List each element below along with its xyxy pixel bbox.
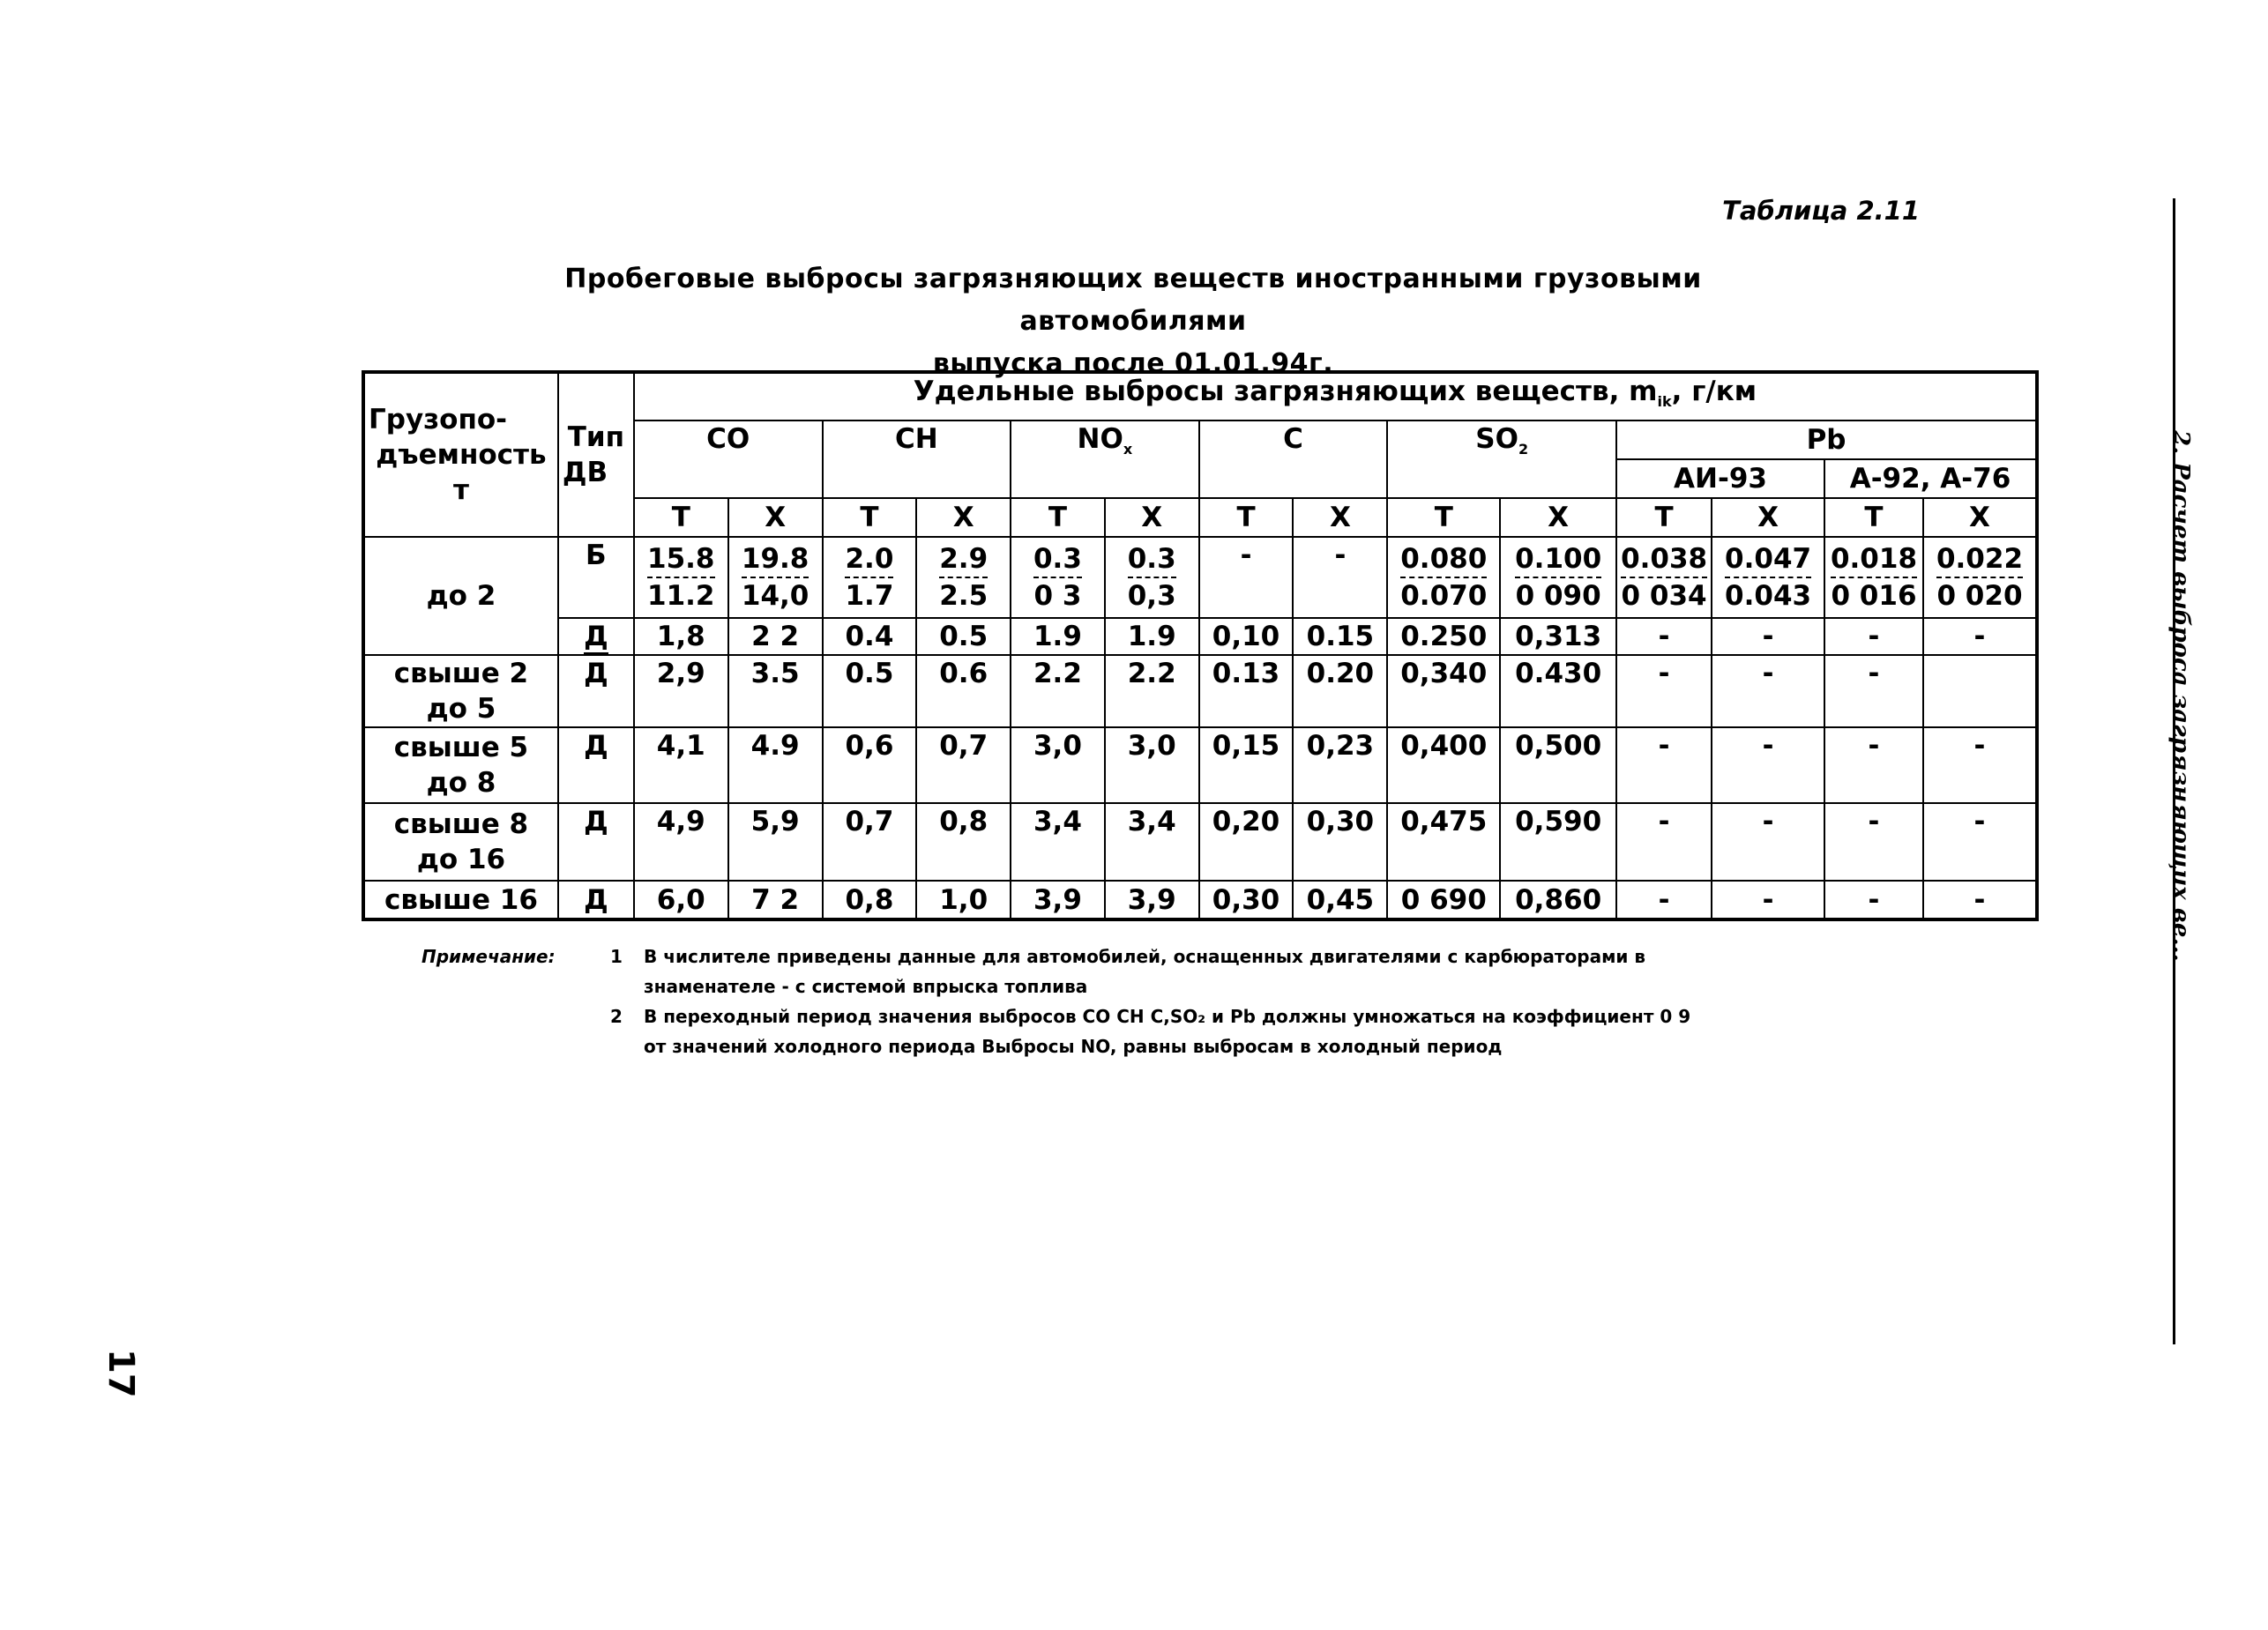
engine-type-header-line-2: ДВ [562,457,608,489]
fraction-cell: $\frac{0.022}{0 020}$ [1923,537,2037,618]
value-cell: 0.13 [1199,655,1294,727]
no-header: $NO_x$ [1011,421,1199,498]
value-cell: 0.6 [916,655,1011,727]
table-note [422,942,1991,1061]
capacity-cell: свыше 16 [363,881,558,919]
c-header: C [1199,421,1388,498]
value-cell: 0,8 [823,881,917,919]
engine-type-header [558,372,634,537]
value-cell: - [1923,618,2037,655]
value-cell: 1,0 [916,881,1011,919]
so2-x-header: Х [1500,498,1616,537]
running-header: 2. Расчет выброса загрязняющих ве... [2167,430,2194,962]
engine-type-cell: Д [558,655,634,727]
fraction-cell: $\frac{19.8}{14,0}$ [728,537,823,618]
value-cell: 0.5 [916,618,1011,655]
value-cell: 1.9 [1105,618,1199,655]
value-cell: 0.15 [1293,618,1387,655]
value-cell: 6,0 [634,881,728,919]
value-cell: 5,9 [728,803,823,881]
capacity-header-line-1: Грузопо- [369,404,508,436]
value-cell: 0,23 [1293,727,1387,803]
value-cell: 0.250 [1387,618,1500,655]
value-cell: - [1824,618,1923,655]
table-row [363,655,2037,727]
value-cell: 1,8 [634,618,728,655]
value-cell: - [1824,881,1923,919]
value-cell: - [1824,655,1923,727]
capacity-header-line-3: т [452,474,469,507]
fraction-cell: $\frac{15.8}{11.2}$ [634,537,728,618]
table-row [363,727,2037,803]
value-cell: - [1293,537,1387,618]
co-header: CO [634,421,823,498]
pb-header: Pb [1616,421,2037,459]
capacity-cell: свыше 5 до 8 [363,727,558,803]
value-cell: 0,30 [1199,881,1294,919]
table-title [494,258,1772,385]
emissions-table [362,370,2039,921]
value-cell: 0,15 [1199,727,1294,803]
value-cell: - [1616,727,1712,803]
value-cell: 4,9 [634,803,728,881]
value-cell: 3,0 [1105,727,1199,803]
value-cell: 2 2 [728,618,823,655]
value-cell: - [1923,727,2037,803]
value-cell: 2,9 [634,655,728,727]
value-cell: - [1712,727,1824,803]
pb-ai93-t-header: Т [1616,498,1712,537]
value-cell: - [1824,727,1923,803]
value-cell: - [1923,881,2037,919]
pb-a92-t-header: Т [1824,498,1923,537]
fraction-cell: $\frac{2.0}{1.7}$ [823,537,917,618]
value-cell: 2.2 [1011,655,1105,727]
value-cell [1923,655,2037,727]
emissions-group-header: Удельные выбросы загрязняющих веществ, $m_{ik}$, г/км [634,372,2037,421]
note-line-2: знаменателе - с системой впрыска топлива [644,976,1088,997]
engine-type-cell: Д [558,881,634,919]
value-cell: 0.20 [1293,655,1387,727]
value-cell: 0,7 [916,727,1011,803]
fraction-cell: $\frac{0.047}{0.043}$ [1712,537,1824,618]
table-row [363,537,2037,618]
value-cell: 0.4 [823,618,917,655]
value-cell: 0.430 [1500,655,1616,727]
co-t-header: Т [634,498,728,537]
value-cell: 4.9 [728,727,823,803]
value-cell: - [1712,881,1824,919]
value-cell: 0,7 [823,803,917,881]
value-cell: 0,45 [1293,881,1387,919]
value-cell: - [1616,803,1712,881]
value-cell: - [1824,803,1923,881]
value-cell: 0,400 [1387,727,1500,803]
capacity-header [363,372,558,537]
engine-type-cell: Б [558,537,634,618]
value-cell: 4,1 [634,727,728,803]
table-number: Таблица 2.11 [1722,196,1920,226]
value-cell: 0,860 [1500,881,1616,919]
note-number-2: 2 [610,1006,623,1027]
pb-ai93-x-header: Х [1712,498,1824,537]
title-line-2: выпуска после 01.01.94г. [932,348,1334,379]
value-cell: 3,0 [1011,727,1105,803]
value-cell: 0,313 [1500,618,1616,655]
engine-type-cell: Д [558,803,634,881]
value-cell: 0,500 [1500,727,1616,803]
a92-a76-header: А-92, А-76 [1824,459,2037,498]
capacity-header-line-2: дъемность [376,439,547,472]
value-cell: 0,20 [1199,803,1294,881]
value-cell: 3,9 [1105,881,1199,919]
pb-a92-x-header: Х [1923,498,2037,537]
value-cell: 0,8 [916,803,1011,881]
value-cell: - [1616,881,1712,919]
value-cell: 0,10 [1199,618,1294,655]
value-cell: 3,4 [1011,803,1105,881]
value-cell: 3,4 [1105,803,1199,881]
capacity-cell: до 2 [363,537,558,655]
fraction-cell: $\frac{0.080}{0.070}$ [1387,537,1500,618]
value-cell: 0,340 [1387,655,1500,727]
fraction-cell: $\frac{0.018}{0 016}$ [1824,537,1923,618]
value-cell: 3,9 [1011,881,1105,919]
ch-header: CH [823,421,1011,498]
value-cell: 0 690 [1387,881,1500,919]
value-cell: 0,590 [1500,803,1616,881]
engine-type-cell: Д [558,618,634,655]
value-cell: 7 2 [728,881,823,919]
page-number: 17 [101,1349,141,1398]
value-cell: - [1923,803,2037,881]
note-number-1: 1 [610,946,623,967]
capacity-cell: свыше 2 до 5 [363,655,558,727]
note-line-4: от значений холодного периода Выбросы NO, равны выбросам в холодный период [644,1036,1503,1057]
fraction-cell: $\frac{2.9}{2.5}$ [916,537,1011,618]
title-line-1: Пробеговые выбросы загрязняющих веществ иностранными грузовыми автомобилями [564,264,1702,337]
value-cell: - [1616,618,1712,655]
value-cell: - [1712,655,1824,727]
value-cell: 0,30 [1293,803,1387,881]
note-line-1: В числителе приведены данные для автомобилей, оснащенных двигателями с карбюраторами в [644,946,1646,967]
table-row [363,618,2037,655]
fraction-cell: $\frac{0.038}{0 034}$ [1616,537,1712,618]
value-cell: - [1712,618,1824,655]
ai93-header: АИ-93 [1616,459,1824,498]
value-cell: 0,6 [823,727,917,803]
value-cell: 3.5 [728,655,823,727]
ch-t-header: Т [823,498,917,537]
note-line-3: В переходный период значения выбросов CO CH C,SO₂ и Pb должны умножаться на коэффициент 0 9 [644,1006,1691,1027]
fraction-cell: $\frac{0.3}{0 3}$ [1011,537,1105,618]
c-t-header: Т [1199,498,1294,537]
value-cell: 1.9 [1011,618,1105,655]
c-x-header: Х [1293,498,1387,537]
table-row [363,881,2037,919]
fraction-cell: $\frac{0.3}{0,3}$ [1105,537,1199,618]
value-cell: 0,475 [1387,803,1500,881]
no-t-header: Т [1011,498,1105,537]
engine-type-header-line-1: Тип [567,421,625,454]
value-cell: - [1199,537,1294,618]
engine-type-cell: Д [558,727,634,803]
so2-header: $SO_2$ [1387,421,1616,498]
value-cell: - [1616,655,1712,727]
co-x-header: Х [728,498,823,537]
table-row [363,803,2037,881]
capacity-cell: свыше 8 до 16 [363,803,558,881]
note-label: Примечание: [422,946,556,967]
no-x-header: Х [1105,498,1199,537]
so2-t-header: Т [1387,498,1500,537]
value-cell: 2.2 [1105,655,1199,727]
value-cell: 0.5 [823,655,917,727]
value-cell: - [1712,803,1824,881]
ch-x-header: Х [916,498,1011,537]
fraction-cell: $\frac{0.100}{0 090}$ [1500,537,1616,618]
